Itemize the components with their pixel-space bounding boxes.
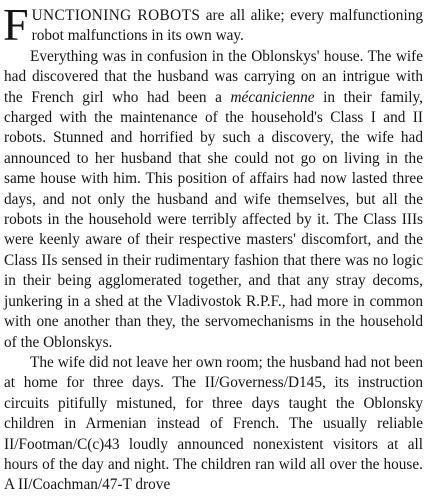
book-page xyxy=(3,0,423,496)
drop-cap: F xyxy=(3,0,29,50)
paragraph-2 xyxy=(4,353,423,496)
paragraph-1 xyxy=(4,47,423,353)
paragraph-2-text: The wife did not leave her own room; the husband had not been at home for three days. The II/Governess/D145, its instruction circuits pitifully mistuned, for three days taught the Oblonsky children in Armenian instead of French. The usually reliable II/Footman/C(c)43 loudly announced nonexistent visitors at all hours of the day and night. The children ran wild all over the house. A II/Coachman/47-T drove xyxy=(4,353,423,494)
paragraph-1-text-b: in their family, charged with the maintenance of the household's Class I and II robots. Stunned and horrified by such a discovery, the wife had announced to her husband that she could not go on living in the same house with him. This position of affairs had now lasted three days, and not only the husband and wife themselves, but all the robots in the household were terribly affected by it. The Class IIIs were keenly aware of their respective masters' discomfort, and the Class IIs sensed in their rudimentary fashion that there was no logic in their being agglomerated together, and that any stray decoms, junkering in a shed at the Vladivostok R.P.F., had more in common with one another than they, the servomechanisms in the household of the Oblonskys. xyxy=(4,88,423,351)
opening-paragraph xyxy=(3,0,423,50)
opening-smallcaps: UNCTIONING ROBOTS xyxy=(31,7,201,24)
opening-text: are all alike; every malfunctioning robot malfunctions in its own way. xyxy=(31,7,423,45)
paragraph-1-italic: mécanicienne xyxy=(230,88,315,106)
paragraph-1-text-a: Everything was in confusion in the Oblonskys' house. The wife had discovered that the husband was carrying on an intrigue with the French girl who had been a xyxy=(4,47,423,106)
